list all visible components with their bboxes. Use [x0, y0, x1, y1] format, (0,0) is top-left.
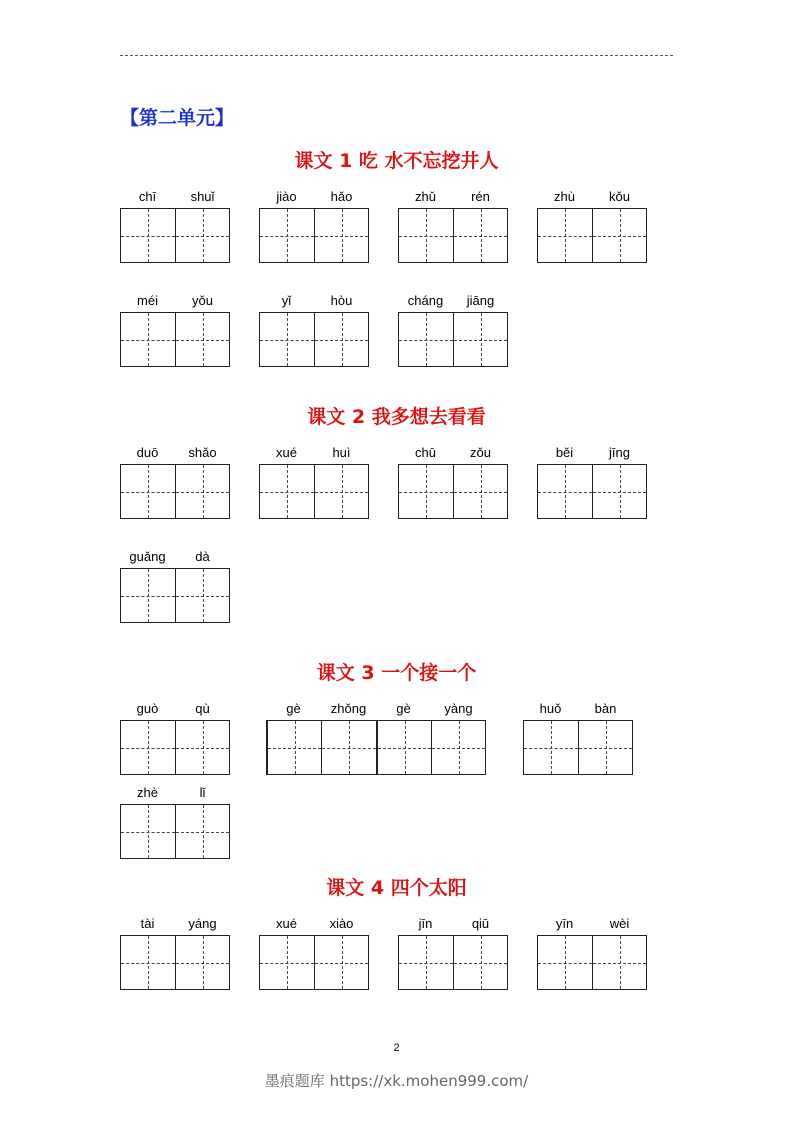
pinyin-label: yáng — [188, 916, 217, 931]
tian-grid-box[interactable] — [314, 464, 369, 519]
word-grid — [523, 698, 633, 775]
tian-grid-box[interactable] — [376, 720, 431, 775]
word-grid — [398, 913, 508, 990]
character-cell — [314, 913, 369, 990]
character-cell — [537, 186, 592, 263]
pinyin-label: cháng — [407, 293, 444, 308]
character-cell — [537, 913, 592, 990]
pinyin-label: gè — [286, 701, 301, 716]
tian-grid-box[interactable] — [120, 208, 175, 263]
tian-grid-box[interactable] — [314, 208, 369, 263]
word-grid — [259, 442, 369, 519]
tian-grid-box[interactable] — [175, 568, 230, 623]
tian-grid-box[interactable] — [398, 208, 453, 263]
pinyin-label: chū — [415, 445, 436, 460]
pinyin-label: gè — [396, 701, 411, 716]
character-cell — [175, 546, 230, 623]
word-grid — [398, 186, 508, 263]
word-grid — [259, 913, 369, 990]
character-cell — [175, 442, 230, 519]
character-cell — [314, 442, 369, 519]
character-cell — [398, 442, 453, 519]
pinyin-label: guǎng — [129, 549, 166, 564]
character-cell — [398, 913, 453, 990]
character-cell — [578, 698, 633, 775]
pinyin-label: yīn — [555, 916, 574, 931]
pinyin-label: zhǒng — [330, 701, 367, 716]
tian-grid-box[interactable] — [523, 720, 578, 775]
tian-grid-box[interactable] — [314, 312, 369, 367]
character-cell — [175, 290, 230, 367]
word-grid — [120, 546, 230, 623]
character-cell — [259, 442, 314, 519]
character-cell — [259, 290, 314, 367]
character-cell — [314, 186, 369, 263]
tian-grid-box[interactable] — [120, 312, 175, 367]
pinyin-label: shǎo — [188, 445, 217, 460]
tian-grid-box[interactable] — [537, 208, 592, 263]
tian-grid-box[interactable] — [453, 935, 508, 990]
word-grid — [266, 698, 486, 775]
character-cell — [398, 290, 453, 367]
word-grid — [398, 290, 508, 367]
character-cell — [120, 782, 175, 859]
tian-grid-box[interactable] — [259, 935, 314, 990]
character-cell — [453, 186, 508, 263]
character-cell — [592, 913, 647, 990]
pinyin-label: běi — [555, 445, 574, 460]
character-cell — [431, 698, 486, 775]
character-cell — [523, 698, 578, 775]
word-grid — [537, 913, 647, 990]
tian-grid-box[interactable] — [537, 935, 592, 990]
tian-grid-box[interactable] — [175, 804, 230, 859]
tian-grid-box[interactable] — [537, 464, 592, 519]
pinyin-label: yǐ — [281, 293, 292, 308]
pinyin-label: xiào — [329, 916, 354, 931]
pinyin-label: qiū — [471, 916, 490, 931]
pinyin-label: zhǔ — [415, 189, 436, 204]
pinyin-label: jiāng — [466, 293, 495, 308]
tian-grid-box[interactable] — [453, 312, 508, 367]
tian-grid-box[interactable] — [120, 935, 175, 990]
pinyin-label: xué — [276, 445, 297, 460]
pinyin-label: xué — [276, 916, 297, 931]
tian-grid-box[interactable] — [321, 720, 376, 775]
pinyin-label: yǒu — [192, 293, 213, 308]
character-cell — [120, 186, 175, 263]
character-cell — [321, 698, 376, 775]
character-cell — [592, 442, 647, 519]
pinyin-label: wèi — [609, 916, 630, 931]
pinyin-label: rén — [471, 189, 490, 204]
pinyin-label: zhù — [554, 189, 575, 204]
tian-grid-box[interactable] — [453, 464, 508, 519]
word-grid — [398, 442, 508, 519]
character-cell — [175, 698, 230, 775]
tian-grid-box[interactable] — [120, 568, 175, 623]
tian-grid-box[interactable] — [578, 720, 633, 775]
pinyin-label: lǐ — [199, 785, 206, 800]
word-grid — [259, 290, 369, 367]
word-grid — [120, 186, 230, 263]
character-cell — [259, 913, 314, 990]
tian-grid-box[interactable] — [175, 312, 230, 367]
character-cell — [120, 698, 175, 775]
tian-grid-box[interactable] — [398, 464, 453, 519]
tian-grid-box[interactable] — [266, 720, 321, 775]
pinyin-label: kǒu — [609, 189, 630, 204]
tian-grid-box[interactable] — [259, 208, 314, 263]
page-number: 2 — [393, 1042, 400, 1054]
character-cell — [453, 442, 508, 519]
tian-grid-box[interactable] — [175, 935, 230, 990]
lesson-2-title: 课文 2 我多想去看看 — [307, 406, 486, 428]
pinyin-label: méi — [137, 293, 158, 308]
word-grid — [120, 782, 230, 859]
character-cell — [398, 186, 453, 263]
word-grid — [120, 698, 230, 775]
character-cell — [175, 186, 230, 263]
pinyin-label: hǎo — [330, 189, 353, 204]
lesson-1-title: 课文 1 吃 水不忘挖井人 — [294, 150, 499, 172]
word-grid — [259, 186, 369, 263]
word-grid — [120, 913, 230, 990]
pinyin-label: chī — [138, 189, 157, 204]
tian-grid-box[interactable] — [314, 935, 369, 990]
tian-grid-box[interactable] — [120, 804, 175, 859]
tian-grid-box[interactable] — [431, 720, 486, 775]
pinyin-label: qù — [195, 701, 210, 716]
pinyin-label: tài — [140, 916, 155, 931]
character-cell — [175, 782, 230, 859]
word-grid — [120, 442, 230, 519]
character-cell — [453, 913, 508, 990]
character-cell — [266, 698, 321, 775]
pinyin-label: guò — [136, 701, 159, 716]
tian-grid-box[interactable] — [592, 208, 647, 263]
lesson-4-title: 课文 4 四个太阳 — [326, 877, 467, 899]
pinyin-label: hòu — [330, 293, 353, 308]
character-cell — [592, 186, 647, 263]
watermark: 墨痕题库 https://xk.mohen999.com/ — [264, 1072, 529, 1090]
pinyin-label: jīn — [418, 916, 433, 931]
character-cell — [175, 913, 230, 990]
tian-grid-box[interactable] — [592, 464, 647, 519]
character-cell — [120, 913, 175, 990]
character-cell — [120, 546, 175, 623]
tian-grid-box[interactable] — [259, 312, 314, 367]
pinyin-label: huì — [332, 445, 351, 460]
character-cell — [376, 698, 431, 775]
pinyin-label: bàn — [594, 701, 617, 716]
pinyin-label: zǒu — [470, 445, 491, 460]
pinyin-label: zhè — [137, 785, 158, 800]
character-cell — [259, 186, 314, 263]
tian-grid-box[interactable] — [175, 720, 230, 775]
tian-grid-box[interactable] — [175, 464, 230, 519]
word-grid — [537, 186, 647, 263]
tian-grid-box[interactable] — [453, 208, 508, 263]
tian-grid-box[interactable] — [120, 720, 175, 775]
character-cell — [314, 290, 369, 367]
unit-title: 【第二单元】 — [120, 107, 235, 129]
tian-grid-box[interactable] — [120, 464, 175, 519]
pinyin-label: yàng — [444, 701, 473, 716]
pinyin-label: duō — [136, 445, 159, 460]
character-cell — [453, 290, 508, 367]
character-cell — [537, 442, 592, 519]
pinyin-label: shuǐ — [190, 189, 215, 204]
character-cell — [120, 442, 175, 519]
character-cell — [120, 290, 175, 367]
word-grid — [537, 442, 647, 519]
pinyin-label: huǒ — [539, 701, 562, 716]
lesson-3-title: 课文 3 一个接一个 — [316, 662, 477, 684]
top-dashed-rule — [120, 55, 673, 56]
pinyin-label: jiào — [276, 189, 297, 204]
tian-grid-box[interactable] — [398, 312, 453, 367]
tian-grid-box[interactable] — [175, 208, 230, 263]
tian-grid-box[interactable] — [259, 464, 314, 519]
tian-grid-box[interactable] — [398, 935, 453, 990]
pinyin-label: jīng — [609, 445, 630, 460]
word-grid — [120, 290, 230, 367]
tian-grid-box[interactable] — [592, 935, 647, 990]
pinyin-label: dà — [195, 549, 210, 564]
